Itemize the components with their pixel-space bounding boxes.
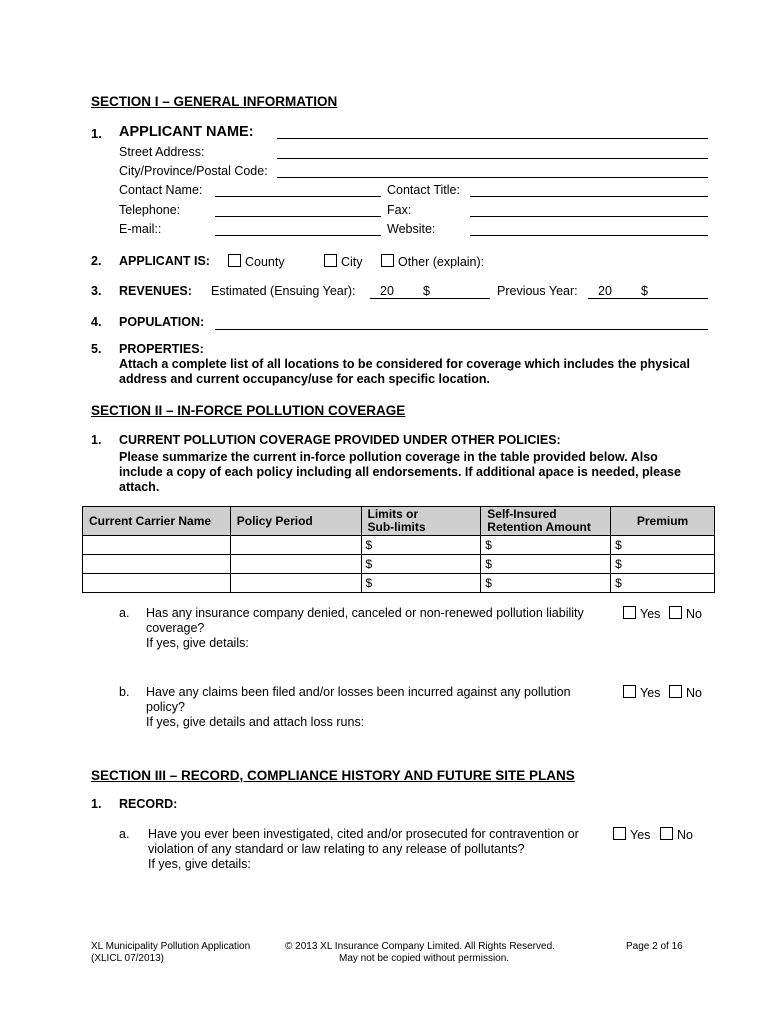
- header-sir-line-1: Self-Insured: [487, 507, 557, 521]
- s2-qb-no-label: No: [686, 686, 702, 700]
- contact-name-field[interactable]: [215, 196, 381, 197]
- city-province-postal-label: City/Province/Postal Code:: [119, 164, 268, 178]
- city-checkbox[interactable]: [324, 254, 337, 267]
- section-1-title: SECTION I – GENERAL INFORMATION: [91, 94, 338, 109]
- s2-qb-line-1: Have any claims been filed and/or losses been incurred against any pollution: [146, 685, 571, 699]
- s2-qa-line-1: Has any insurance company denied, canceled or non-renewed pollution liability: [146, 606, 584, 620]
- coverage-instructions-line-2: include a copy of each policy including all endorsements. If additional apace is needed, please: [119, 465, 681, 479]
- applicant-is-label: APPLICANT IS:: [119, 254, 210, 268]
- period-cell[interactable]: [230, 555, 361, 574]
- population-field[interactable]: [215, 329, 708, 330]
- contact-title-label: Contact Title:: [387, 183, 460, 197]
- carrier-cell[interactable]: [83, 574, 231, 593]
- header-sir: [481, 507, 611, 536]
- s2-qb-yes-checkbox[interactable]: [623, 685, 636, 698]
- website-field[interactable]: [470, 235, 708, 236]
- footer-form-name: XL Municipality Pollution Application: [91, 941, 251, 952]
- s2-qa-yes-label: Yes: [640, 607, 661, 621]
- fax-field[interactable]: [470, 216, 708, 217]
- footer-page-number: Page 2 of 16: [626, 941, 683, 952]
- q1-number: 1.: [91, 126, 102, 141]
- table-row: [83, 555, 715, 574]
- s2-qa-no-label: No: [686, 607, 702, 621]
- county-checkbox[interactable]: [228, 254, 241, 267]
- s2-qa-line-3: If yes, give details:: [146, 636, 249, 650]
- limits-cell[interactable]: $: [361, 574, 481, 593]
- revenues-label: REVENUES:: [119, 284, 192, 298]
- s2-q1-number: 1.: [91, 433, 102, 447]
- table-row: [83, 536, 715, 555]
- previous-year-prefix: 20: [598, 284, 612, 298]
- other-checkbox[interactable]: [381, 254, 394, 267]
- email-field[interactable]: [215, 235, 381, 236]
- contact-title-field[interactable]: [470, 196, 708, 197]
- coverage-instructions-line-3: attach.: [119, 480, 160, 494]
- header-limits-line-1: Limits or: [367, 507, 419, 521]
- header-premium: Premium: [611, 507, 715, 536]
- applicant-name-label: APPLICANT NAME:: [119, 124, 254, 140]
- premium-cell[interactable]: $: [611, 574, 715, 593]
- s3-qa-line-1: Have you ever been investigated, cited and/or prosecuted for contravention or: [148, 827, 579, 841]
- properties-label: PROPERTIES:: [119, 342, 204, 356]
- city-province-postal-field[interactable]: [277, 177, 708, 178]
- footer-copy-notice: May not be copied without permission.: [339, 953, 510, 964]
- s2-qb-no-option[interactable]: [669, 685, 702, 700]
- header-limits-line-2: Sub-limits: [367, 520, 426, 534]
- s3-qa-letter: a.: [119, 827, 130, 841]
- s3-qa-line-3: If yes, give details:: [148, 857, 251, 871]
- coverage-table: [82, 506, 715, 593]
- sir-cell[interactable]: $: [481, 574, 611, 593]
- previous-revenue-field[interactable]: [588, 298, 708, 299]
- record-label: RECORD:: [119, 797, 178, 811]
- telephone-label: Telephone:: [119, 203, 181, 217]
- other-label: Other (explain):: [398, 255, 485, 269]
- s3-qa-no-option[interactable]: [660, 827, 693, 842]
- premium-cell[interactable]: $: [611, 536, 715, 555]
- s3-qa-yes-checkbox[interactable]: [613, 827, 626, 840]
- header-policy-period: Policy Period: [230, 507, 361, 536]
- properties-text-line-1: Attach a complete list of all locations to be considered for coverage which includes the physical: [119, 357, 690, 371]
- s3-q1-number: 1.: [91, 797, 102, 811]
- carrier-cell[interactable]: [83, 555, 231, 574]
- s2-qb-letter: b.: [119, 685, 130, 699]
- population-label: POPULATION:: [119, 315, 205, 329]
- estimated-revenue-field[interactable]: [370, 298, 490, 299]
- contact-name-label: Contact Name:: [119, 183, 203, 197]
- previous-year-label: Previous Year:: [497, 284, 578, 298]
- s2-qa-yes-option[interactable]: [623, 606, 660, 621]
- s2-qa-no-option[interactable]: [669, 606, 702, 621]
- header-sir-line-2: Retention Amount: [487, 520, 591, 534]
- previous-dollar-sign: $: [641, 284, 648, 298]
- email-label: E-mail::: [119, 222, 162, 236]
- estimated-year-label: Estimated (Ensuing Year):: [211, 284, 356, 298]
- other-option[interactable]: [381, 254, 484, 269]
- applicant-name-field[interactable]: [277, 138, 708, 139]
- estimated-dollar-sign: $: [423, 284, 430, 298]
- s2-qa-letter: a.: [119, 606, 130, 620]
- city-label: City: [341, 255, 363, 269]
- q3-number: 3.: [91, 284, 102, 298]
- s2-qa-line-2: coverage?: [146, 621, 205, 635]
- sir-cell[interactable]: $: [481, 555, 611, 574]
- section-2-title: SECTION II – IN-FORCE POLLUTION COVERAGE: [91, 403, 406, 418]
- limits-cell[interactable]: $: [361, 555, 481, 574]
- street-address-field[interactable]: [277, 158, 708, 159]
- s2-qb-line-3: If yes, give details and attach loss runs:: [146, 715, 365, 729]
- s3-qa-no-label: No: [677, 828, 693, 842]
- coverage-table-header: [83, 507, 715, 536]
- county-option[interactable]: [228, 254, 285, 269]
- s3-qa-yes-option[interactable]: [613, 827, 650, 842]
- q2-number: 2.: [91, 254, 102, 268]
- limits-cell[interactable]: $: [361, 536, 481, 555]
- city-option[interactable]: [324, 254, 363, 269]
- s2-qb-line-2: policy?: [146, 700, 185, 714]
- q4-number: 4.: [91, 315, 102, 329]
- footer-copyright: © 2013 XL Insurance Company Limited. All Rights Reserved.: [285, 941, 555, 952]
- period-cell[interactable]: [230, 536, 361, 555]
- s3-qa-yes-label: Yes: [630, 828, 651, 842]
- s2-qa-no-checkbox[interactable]: [669, 606, 682, 619]
- s2-qa-yes-checkbox[interactable]: [623, 606, 636, 619]
- q5-number: 5.: [91, 342, 102, 356]
- s2-qb-yes-option[interactable]: [623, 685, 660, 700]
- sir-cell[interactable]: $: [481, 536, 611, 555]
- fax-label: Fax:: [387, 203, 412, 217]
- coverage-instructions-line-1: Please summarize the current in-force pollution coverage in the table provided below. Also: [119, 450, 658, 464]
- footer-form-code: (XLICL 07/2013): [91, 953, 165, 964]
- s3-qa-line-2: violation of any standard or law relating to any release of pollutants?: [148, 842, 525, 856]
- header-limits: [361, 507, 481, 536]
- period-cell[interactable]: [230, 574, 361, 593]
- current-coverage-label: CURRENT POLLUTION COVERAGE PROVIDED UNDER OTHER POLICIES:: [119, 433, 561, 447]
- telephone-field[interactable]: [215, 216, 381, 217]
- premium-cell[interactable]: $: [611, 555, 715, 574]
- s2-qb-yes-label: Yes: [640, 686, 661, 700]
- s2-qb-no-checkbox[interactable]: [669, 685, 682, 698]
- header-carrier-name: Current Carrier Name: [83, 507, 231, 536]
- properties-text-line-2: address and current occupancy/use for each specific location.: [119, 372, 490, 386]
- county-label: County: [245, 255, 285, 269]
- website-label: Website:: [387, 222, 436, 236]
- section-3-title: SECTION III – RECORD, COMPLIANCE HISTORY AND FUTURE SITE PLANS: [91, 768, 575, 783]
- street-address-label: Street Address:: [119, 145, 205, 159]
- s3-qa-no-checkbox[interactable]: [660, 827, 673, 840]
- table-row: [83, 574, 715, 593]
- estimated-year-prefix: 20: [380, 284, 394, 298]
- carrier-cell[interactable]: [83, 536, 231, 555]
